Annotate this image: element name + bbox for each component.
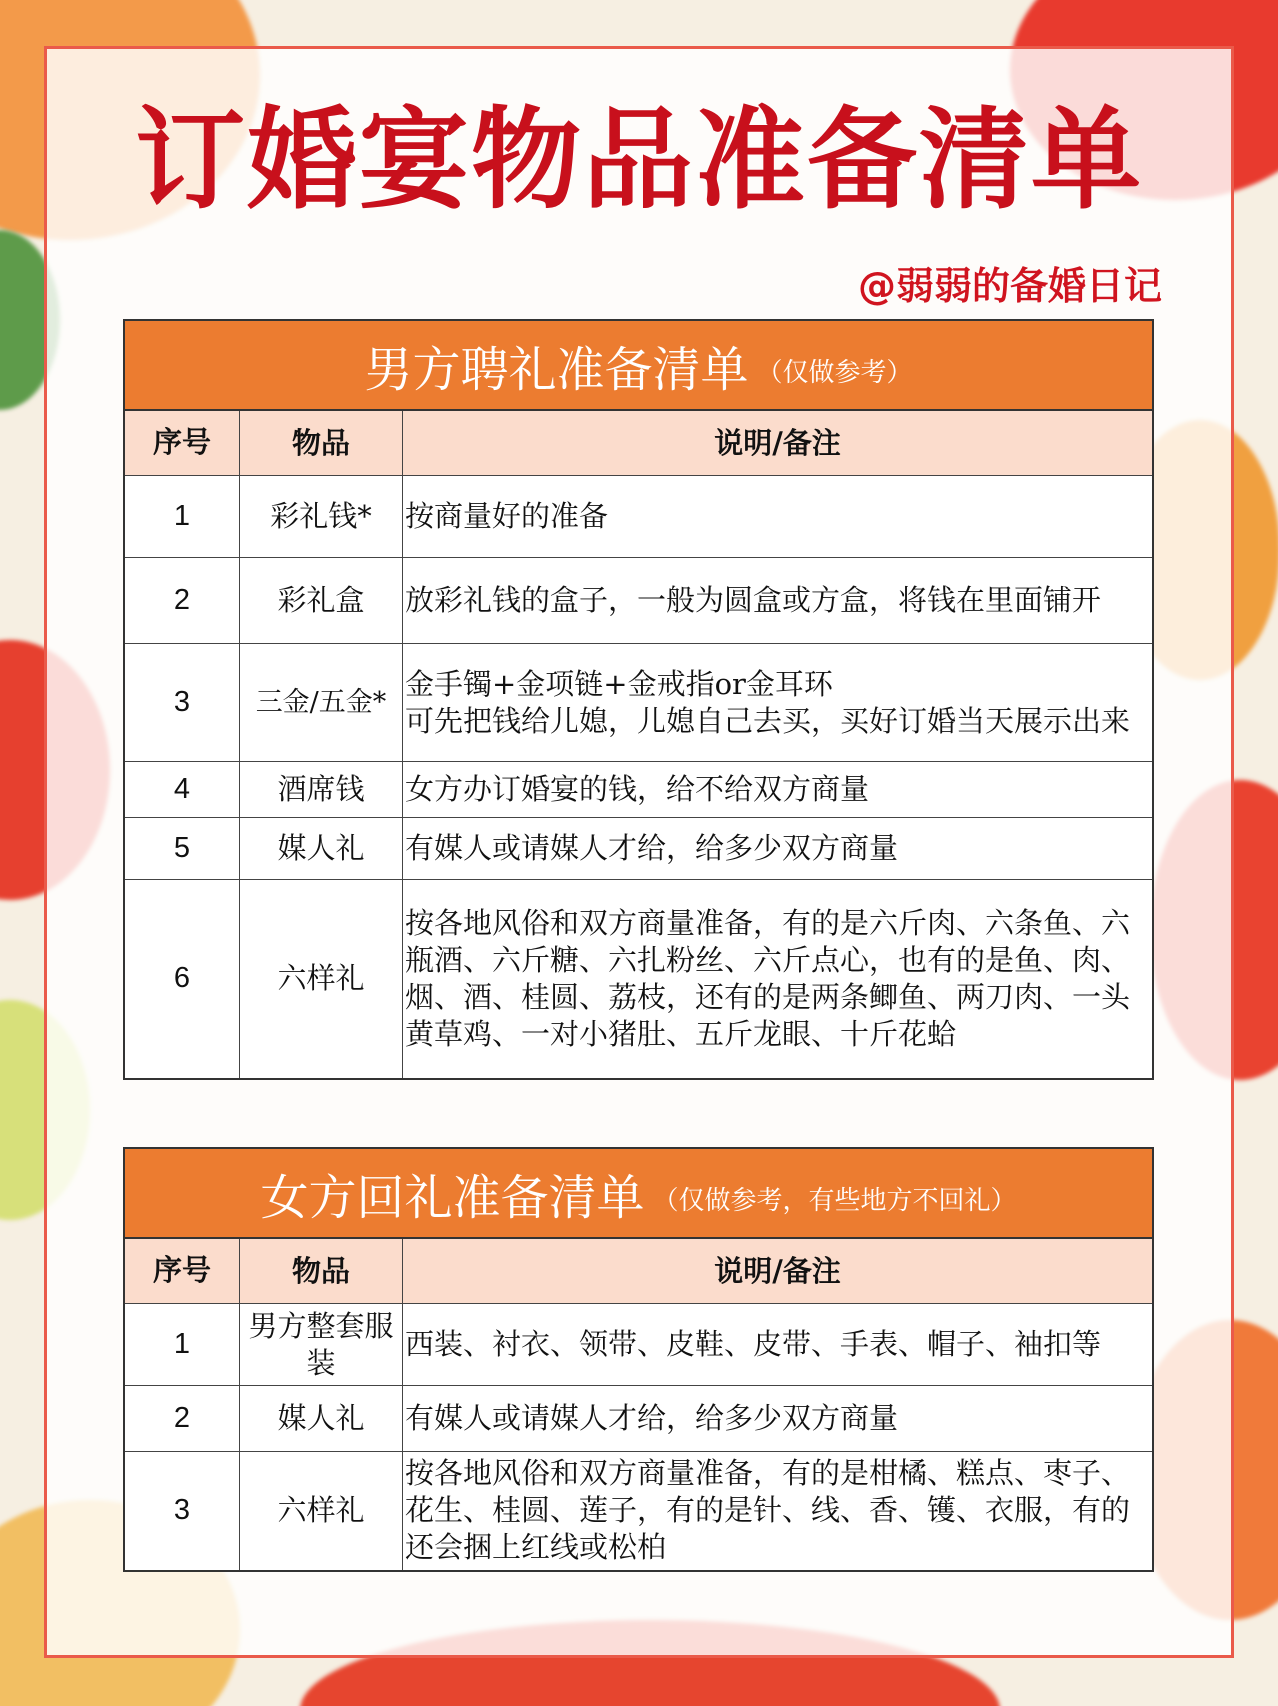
row-item: 三金/五金*: [240, 644, 403, 762]
author-handle: @弱弱的备婚日记: [857, 264, 1162, 308]
row-item: 媒人礼: [240, 818, 403, 880]
bride-return-gift-table: [123, 1147, 1154, 1572]
table-row: [125, 880, 1152, 1078]
row-no: 3: [125, 1452, 240, 1570]
row-item: 彩礼钱*: [240, 476, 403, 558]
table-row: [125, 476, 1152, 558]
groom-gift-grid: [125, 411, 1152, 1078]
column-header-no: 序号: [125, 1239, 240, 1304]
row-no: 6: [125, 880, 240, 1078]
row-no: 2: [125, 1386, 240, 1452]
column-header-desc: 说明/备注: [403, 411, 1153, 476]
row-desc: 按各地风俗和双方商量准备，有的是六斤肉、六条鱼、六瓶酒、六斤糖、六扎粉丝、六斤点心，也有的是鱼、肉、烟、酒、桂圆、荔枝，还有的是两条鲫鱼、两刀肉、一头黄草鸡、一对小猪肚、五斤龙眼、十斤花蛤: [403, 880, 1153, 1078]
row-no: 4: [125, 762, 240, 818]
column-header-row: [125, 1239, 1152, 1304]
row-no: 3: [125, 644, 240, 762]
table-heading: [125, 1149, 1152, 1239]
row-desc: 有媒人或请媒人才给，给多少双方商量: [403, 1386, 1153, 1452]
row-desc: 西装、衬衣、领带、皮鞋、皮带、手表、帽子、袖扣等: [403, 1304, 1153, 1386]
row-desc: 按商量好的准备: [403, 476, 1153, 558]
table-title: 男方聘礼准备清单: [364, 341, 749, 398]
bride-return-gift-grid: [125, 1239, 1152, 1570]
row-desc: 按各地风俗和双方商量准备，有的是柑橘、糕点、枣子、花生、桂圆、莲子，有的是针、线、香、镬、衣服，有的还会捆上红线或松柏: [403, 1452, 1153, 1570]
table-row: [125, 644, 1152, 762]
row-desc: 有媒人或请媒人才给，给多少双方商量: [403, 818, 1153, 880]
table-row: [125, 1304, 1152, 1386]
row-item: 彩礼盒: [240, 558, 403, 644]
row-desc: 女方办订婚宴的钱，给不给双方商量: [403, 762, 1153, 818]
table-heading: [125, 321, 1152, 411]
column-header-item: 物品: [240, 1239, 403, 1304]
column-header-no: 序号: [125, 411, 240, 476]
column-header-row: [125, 411, 1152, 476]
table-row: [125, 558, 1152, 644]
table-note: （仅做参考，有些地方不回礼）: [652, 1185, 1017, 1216]
table-note: （仅做参考）: [756, 357, 913, 388]
table-row: [125, 762, 1152, 818]
table-row: [125, 818, 1152, 880]
row-item: 酒席钱: [240, 762, 403, 818]
column-header-item: 物品: [240, 411, 403, 476]
page-title: 订婚宴物品准备清单: [135, 96, 1143, 224]
table-title: 女方回礼准备清单: [260, 1169, 645, 1226]
table-row: [125, 1452, 1152, 1570]
row-item: 媒人礼: [240, 1386, 403, 1452]
column-header-desc: 说明/备注: [403, 1239, 1153, 1304]
row-item: 六样礼: [240, 880, 403, 1078]
row-no: 2: [125, 558, 240, 644]
row-no: 1: [125, 1304, 240, 1386]
row-item: 六样礼: [240, 1452, 403, 1570]
row-item: 男方整套服装: [240, 1304, 403, 1386]
row-no: 1: [125, 476, 240, 558]
table-row: [125, 1386, 1152, 1452]
row-desc: 金手镯+金项链+金戒指or金耳环 可先把钱给儿媳，儿媳自己去买，买好订婚当天展示出来: [403, 644, 1153, 762]
row-desc: 放彩礼钱的盒子，一般为圆盒或方盒，将钱在里面铺开: [403, 558, 1153, 644]
row-no: 5: [125, 818, 240, 880]
groom-gift-table: [123, 319, 1154, 1080]
